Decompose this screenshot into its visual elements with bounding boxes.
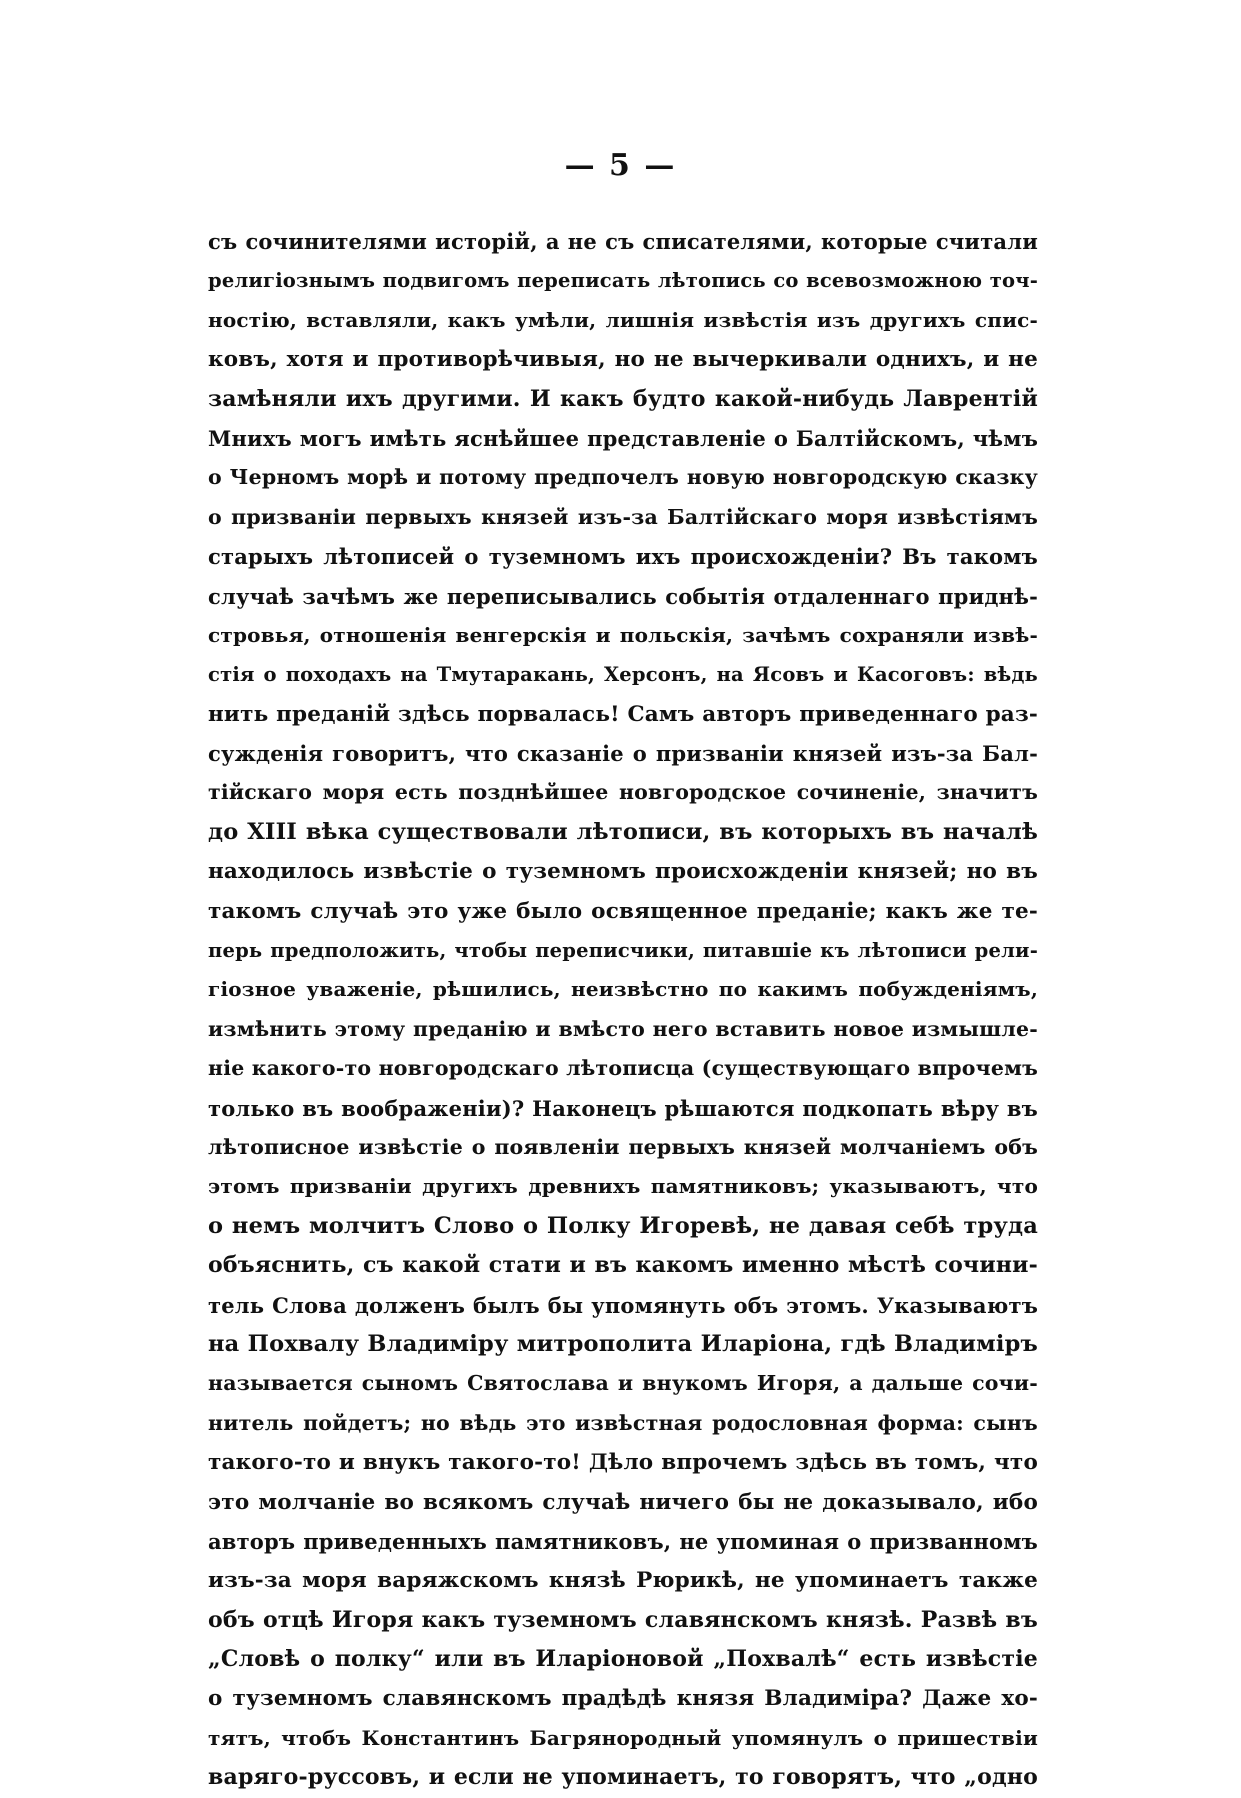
text-line: тятъ, чтобъ Константинъ Багрянородный упомянулъ о пришествіи xyxy=(208,1725,1038,1750)
text-line: такого-то и внукъ такого-то! Дѣло впрочемъ здѣсь въ томъ, что xyxy=(208,1450,1038,1476)
text-line: называется сыномъ Святослава и внукомъ Игоря, а дальше сочи- xyxy=(208,1371,1038,1396)
text-line: сужденія говоритъ, что сказаніе о призваніи князей изъ-за Бал- xyxy=(208,741,1038,767)
text-line: находилось извѣстіе о туземномъ происхожденіи князей; но въ xyxy=(208,859,1038,885)
text-line: до XIII вѣка существовали лѣтописи, въ которыхъ въ началѣ xyxy=(208,818,1038,845)
text-line: объ отцѣ Игоря какъ туземномъ славянскомъ князѣ. Развѣ въ xyxy=(208,1606,1038,1633)
text-line: гіозное уваженіе, рѣшились, неизвѣстно по какимъ побужденіямъ, xyxy=(208,977,1038,1002)
text-line: ніе какого-то новгородскаго лѣтописца (существующаго впрочемъ xyxy=(208,1056,1038,1081)
text-line: объяснить, съ какой стати и въ какомъ именно мѣстѣ сочини- xyxy=(208,1252,1038,1279)
text-line: нитель пойдетъ; но вѣдь это извѣстная родословная форма: сынъ xyxy=(208,1410,1038,1435)
text-line: авторъ приведенныхъ памятниковъ, не упоминая о призванномъ xyxy=(208,1528,1038,1554)
text-line: замѣняли ихъ другими. И какъ будто какой-нибудь Лаврентій xyxy=(208,385,1038,412)
text-line: тель Слова долженъ былъ бы упомянуть объ этомъ. Указываютъ xyxy=(208,1292,1038,1318)
text-line: стія о походахъ на Тмутаракань, Херсонъ, на Ясовъ и Касоговъ: вѣдь xyxy=(208,663,1038,687)
text-line: съ сочинителями исторій, а не съ списателями, которые считали xyxy=(208,229,1038,254)
text-line: на Похвалу Владиміру митрополита Иларіона, гдѣ Владиміръ xyxy=(208,1330,1038,1357)
text-line: о туземномъ славянскомъ прадѣдѣ князя Владиміра? Даже хо- xyxy=(208,1686,1038,1712)
text-line: о Черномъ морѣ и потому предпочелъ новую новгородскую сказку xyxy=(208,465,1038,490)
page-number: — 5 — xyxy=(564,148,677,183)
text-line: нить преданій здѣсь порвалась! Самъ авторъ приведеннаго раз- xyxy=(208,701,1038,727)
text-line: изъ-за моря варяжскомъ князѣ Рюрикѣ, не упоминаетъ также xyxy=(208,1568,1038,1594)
text-line: Мнихъ могъ имѣть яснѣйшее представленіе о Балтійскомъ, чѣмъ xyxy=(208,425,1038,451)
text-line: „Словѣ о полку“ или въ Иларіоновой „Похвалѣ“ есть извѣстіе xyxy=(208,1646,1038,1673)
text-line: религіознымъ подвигомъ переписать лѣтопись со всевозможною точ- xyxy=(208,269,1038,293)
text-line: о призваніи первыхъ князей изъ-за Балтійскаго моря извѣстіямъ xyxy=(208,504,1038,529)
text-line: варяго-руссовъ, и если не упоминаетъ, то говорятъ, что „одно xyxy=(208,1764,1038,1791)
text-line: перь предположить, чтобы переписчики, питавшіе къ лѣтописи рели- xyxy=(208,939,1038,963)
text-line: стровья, отношенія венгерскія и польскія, зачѣмъ сохраняли извѣ- xyxy=(208,622,1038,647)
text-line: старыхъ лѣтописей о туземномъ ихъ происхожденіи? Въ такомъ xyxy=(208,544,1038,570)
text-line: такомъ случаѣ это уже было освященное преданіе; какъ же те- xyxy=(208,898,1038,924)
text-line: только въ воображеніи)? Наконецъ рѣшаются подкопать вѣру въ xyxy=(208,1095,1038,1121)
text-line: лѣтописное извѣстіе о появленіи первыхъ князей молчаніемъ объ xyxy=(208,1134,1038,1159)
text-line: тійскаго моря есть позднѣйшее новгородское сочиненіе, значитъ xyxy=(208,780,1038,805)
text-line: измѣнить этому преданію и вмѣсто него вставить новое измышле- xyxy=(208,1016,1038,1041)
body-text xyxy=(208,222,1038,1798)
text-line: это молчаніе во всякомъ случаѣ ничего бы не доказывало, ибо xyxy=(208,1489,1038,1515)
text-line: о немъ молчитъ Слово о Полку Игоревѣ, не давая себѣ труда xyxy=(208,1212,1038,1239)
text-line: ковъ, хотя и противорѣчивыя, но не вычеркивали однихъ, и не xyxy=(208,347,1038,373)
text-line: этомъ призваніи другихъ древнихъ памятниковъ; указываютъ, что xyxy=(208,1174,1038,1199)
text-line: случаѣ зачѣмъ же переписывались событія отдаленнаго приднѣ- xyxy=(208,583,1038,609)
text-line: ностію, вставляли, какъ умѣли, лишнія извѣстія изъ другихъ спис- xyxy=(208,307,1038,332)
